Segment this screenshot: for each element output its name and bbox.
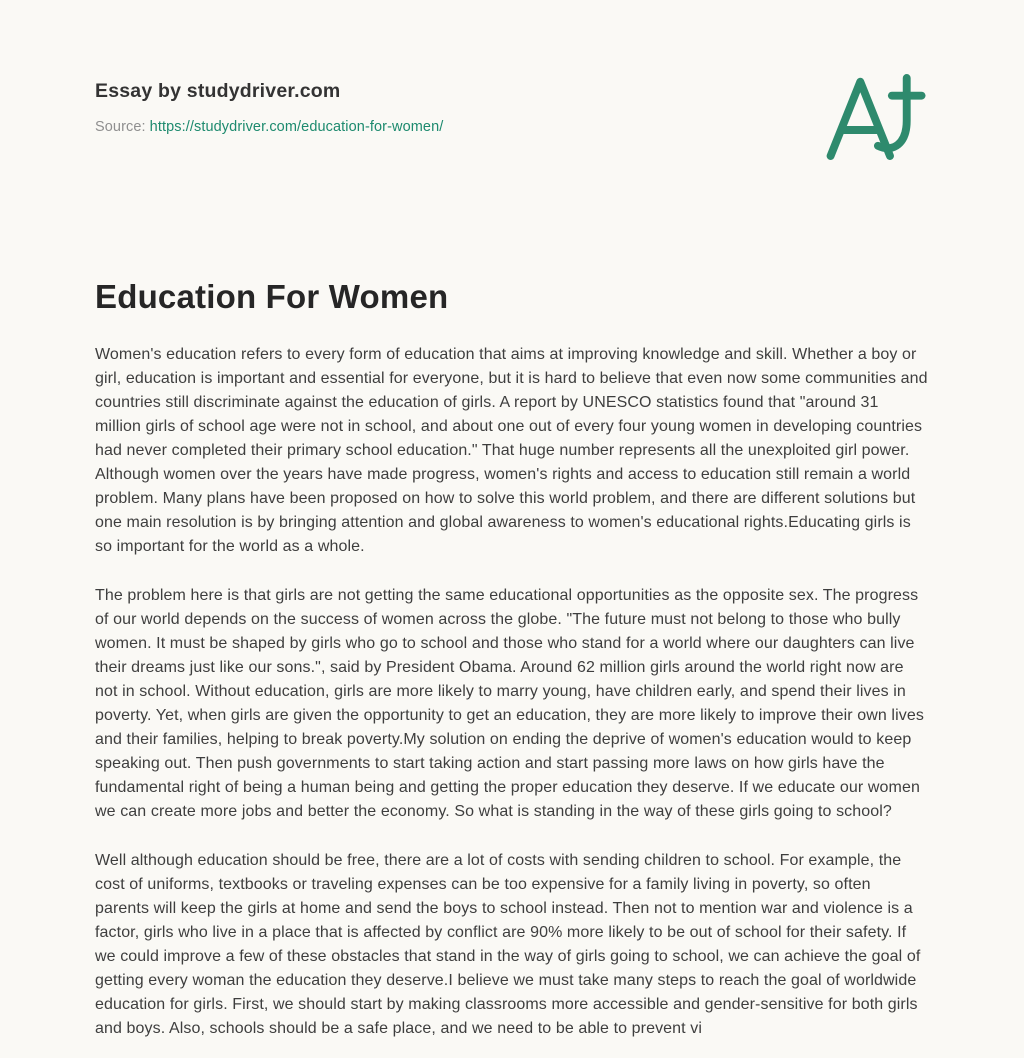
- source-line: [95, 119, 443, 135]
- source-link[interactable]: https://studydriver.com/education-for-women/: [149, 119, 444, 135]
- essay-content: [95, 278, 929, 1041]
- essay-page: [95, 0, 929, 1041]
- essay-paragraph-2: The problem here is that girls are not getting the same educational opportunities as the opposite sex. The progress of our world depends on the success of women across the globe. "The future must not belong to those who bully women. It must be shaped by girls who go to school and those who stand for a world where our daughters can live their dreams just like our sons.", said by President Obama. Around 62 million girls around the world right now are not in school. Without education, girls are more likely to marry young, have children early, and spend their lives in poverty. Yet, when girls are given the opportunity to get an education, they are more likely to improve their own lives and their families, helping to break poverty.My solution on ending the deprive of women's education would to keep speaking out. Then push governments to start taking action and start passing more laws on how girls have the fundamental right of being a human being and getting the proper education they deserve. If we educate our women we can create more jobs and better the economy. So what is standing in the way of these girls going to school?: [95, 587, 924, 820]
- studydriver-logo-icon: [825, 72, 929, 162]
- byline: Essay by studydriver.com: [95, 80, 341, 102]
- source-label: Source:: [95, 119, 146, 135]
- page-header: [95, 72, 929, 162]
- essay-paragraph-1: Women's education refers to every form of education that aims at improving knowledge and skill. Whether a boy or girl, education is important and essential for everyone, but it is hard to believe that even now some communities and countries still discriminate against the education of girls. A report by UNESCO statistics found that "around 31 million girls of school age were not in school, and about one out of every four young women in developing countries had never completed their primary school education." That huge number represents all the unexploited girl power. Although women over the years have made progress, women's rights and access to education still remain a world problem. Many plans have been proposed on how to solve this world problem, and there are different solutions but one main resolution is by bringing attention and global awareness to women's educational rights.Educating girls is so important for the world as a whole.: [95, 346, 928, 555]
- essay-paragraph-3: Well although education should be free, there are a lot of costs with sending children to school. For example, the cost of uniforms, textbooks or traveling expenses can be too expensive for a family living in poverty, so often parents will keep the girls at home and send the boys to school instead. Then not to mention war and violence is a factor, girls who live in a place that is affected by conflict are 90% more likely to be out of school for their safety. If we could improve a few of these obstacles that stand in the way of girls going to school, we can achieve the goal of getting every woman the education they deserve.I believe we must take many steps to reach the goal of worldwide education for girls. First, we should start by making classrooms more accessible and gender-sensitive for both girls and boys. Also, schools should be a safe place, and we need to be able to prevent vi: [95, 852, 921, 1037]
- essay-title: Education For Women: [95, 278, 449, 315]
- header-text-block: [95, 72, 443, 135]
